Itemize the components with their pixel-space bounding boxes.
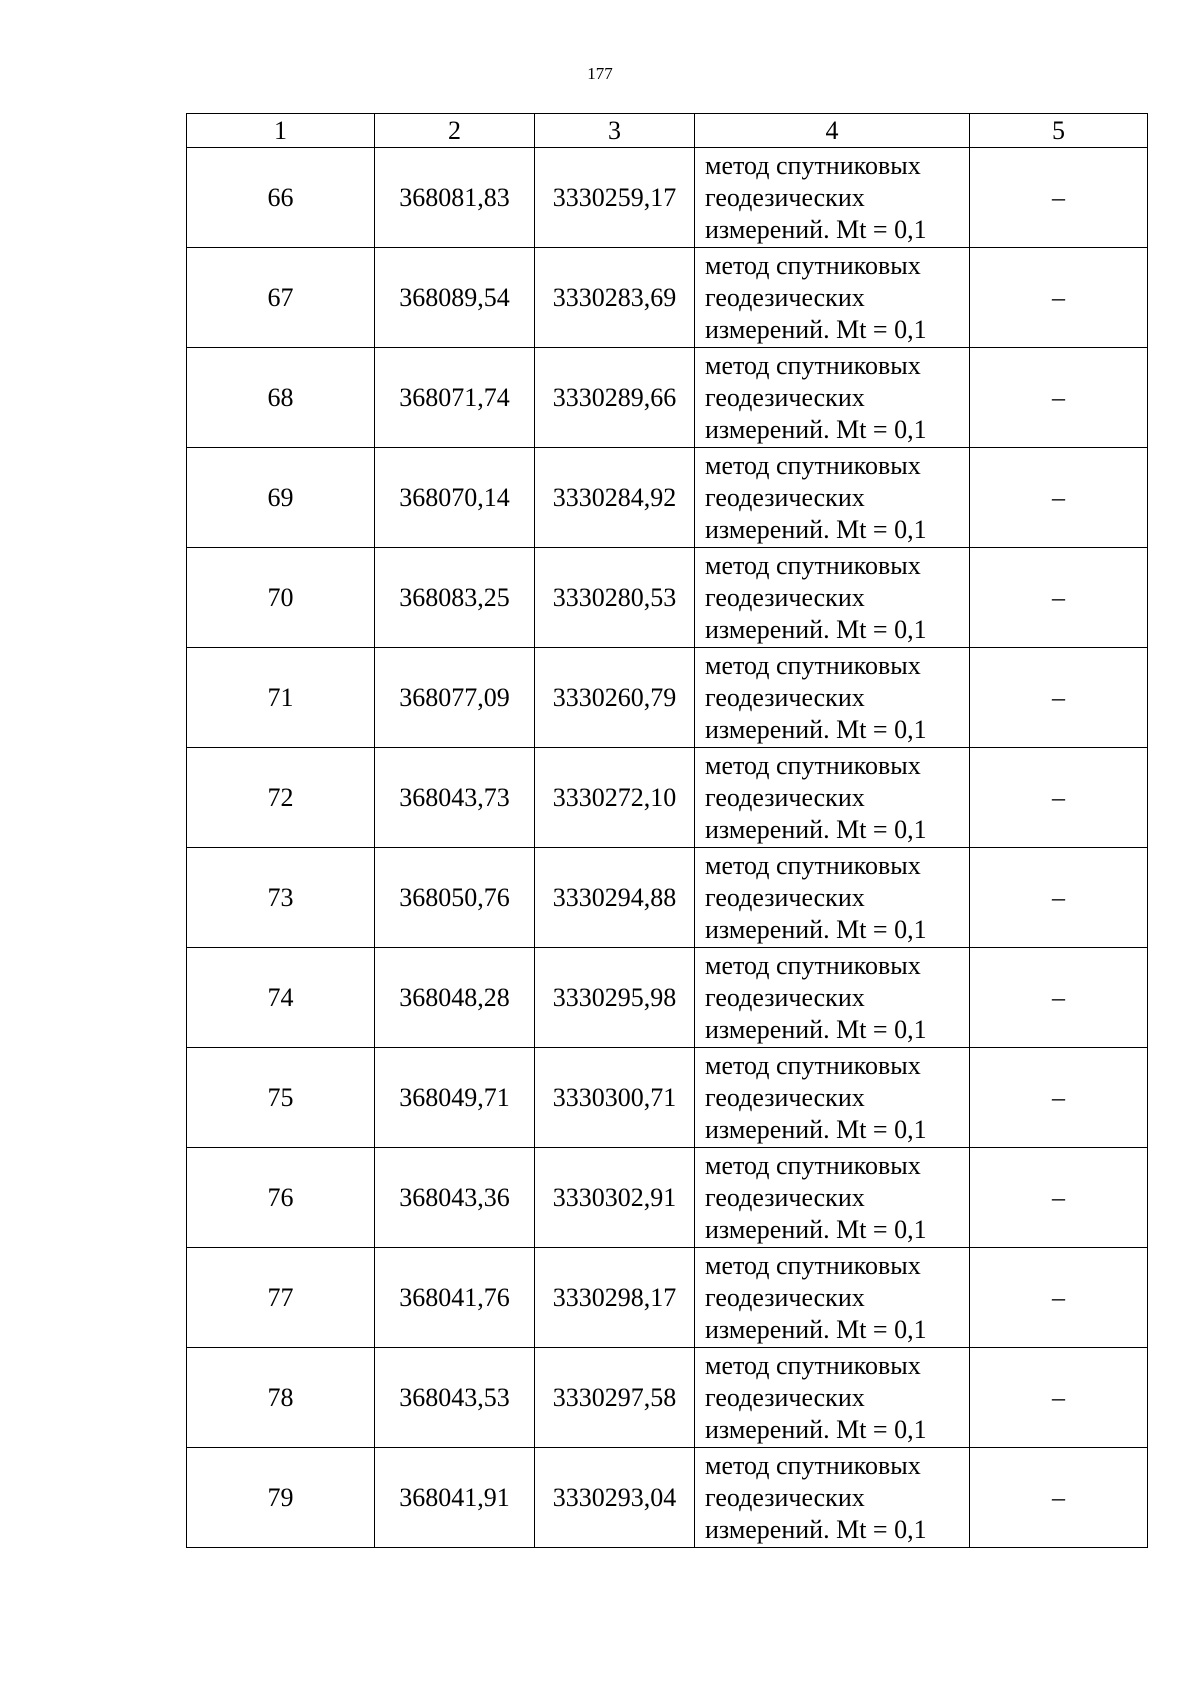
description-cell: –: [970, 1048, 1148, 1148]
method-cell: [695, 548, 970, 648]
page-number: 177: [587, 64, 613, 83]
description-cell: –: [970, 1348, 1148, 1448]
table-row: [187, 648, 1148, 748]
header-col-1: 1: [187, 114, 375, 148]
method-line-2: геодезических: [705, 882, 865, 912]
point-number-cell: 74: [187, 948, 375, 1048]
method-line-3: измерений. Mt = 0,1: [705, 1414, 927, 1444]
table-row: [187, 1248, 1148, 1348]
table-row: [187, 548, 1148, 648]
method-line-3: измерений. Mt = 0,1: [705, 414, 927, 444]
x-coordinate-cell: 368043,73: [375, 748, 535, 848]
method-cell: [695, 1048, 970, 1148]
method-line-3: измерений. Mt = 0,1: [705, 814, 927, 844]
y-coordinate-cell: 3330280,53: [535, 548, 695, 648]
method-line-2: геодезических: [705, 582, 865, 612]
point-number-cell: 78: [187, 1348, 375, 1448]
method-line-1: метод спутниковых: [705, 550, 921, 580]
method-cell: [695, 848, 970, 948]
method-line-3: измерений. Mt = 0,1: [705, 1514, 927, 1544]
method-line-2: геодезических: [705, 1082, 865, 1112]
header-col-3: 3: [535, 114, 695, 148]
point-number-cell: 69: [187, 448, 375, 548]
method-line-2: геодезических: [705, 782, 865, 812]
method-line-1: метод спутниковых: [705, 1050, 921, 1080]
y-coordinate-cell: 3330289,66: [535, 348, 695, 448]
description-cell: –: [970, 348, 1148, 448]
method-line-1: метод спутниковых: [705, 650, 921, 680]
method-cell: [695, 648, 970, 748]
method-line-2: геодезических: [705, 282, 865, 312]
method-line-2: геодезических: [705, 1482, 865, 1512]
point-number-cell: 79: [187, 1448, 375, 1548]
point-number-cell: 76: [187, 1148, 375, 1248]
method-line-3: измерений. Mt = 0,1: [705, 1314, 927, 1344]
method-line-1: метод спутниковых: [705, 1450, 921, 1480]
table-row: [187, 248, 1148, 348]
x-coordinate-cell: 368070,14: [375, 448, 535, 548]
x-coordinate-cell: 368071,74: [375, 348, 535, 448]
method-line-1: метод спутниковых: [705, 1150, 921, 1180]
x-coordinate-cell: 368041,76: [375, 1248, 535, 1348]
y-coordinate-cell: 3330293,04: [535, 1448, 695, 1548]
description-cell: –: [970, 848, 1148, 948]
method-line-1: метод спутниковых: [705, 950, 921, 980]
x-coordinate-cell: 368077,09: [375, 648, 535, 748]
method-line-3: измерений. Mt = 0,1: [705, 314, 927, 344]
table-row: [187, 748, 1148, 848]
method-cell: [695, 1448, 970, 1548]
y-coordinate-cell: 3330283,69: [535, 248, 695, 348]
method-cell: [695, 748, 970, 848]
point-number-cell: 73: [187, 848, 375, 948]
x-coordinate-cell: 368043,53: [375, 1348, 535, 1448]
x-coordinate-cell: 368048,28: [375, 948, 535, 1048]
table-row: [187, 848, 1148, 948]
method-cell: [695, 1348, 970, 1448]
method-line-2: геодезических: [705, 1382, 865, 1412]
point-number-cell: 77: [187, 1248, 375, 1348]
description-cell: –: [970, 1448, 1148, 1548]
description-cell: –: [970, 748, 1148, 848]
method-line-2: геодезических: [705, 482, 865, 512]
x-coordinate-cell: 368083,25: [375, 548, 535, 648]
point-number-cell: 66: [187, 148, 375, 248]
y-coordinate-cell: 3330295,98: [535, 948, 695, 1048]
method-cell: [695, 348, 970, 448]
description-cell: –: [970, 548, 1148, 648]
point-number-cell: 71: [187, 648, 375, 748]
y-coordinate-cell: 3330294,88: [535, 848, 695, 948]
method-line-2: геодезических: [705, 682, 865, 712]
header-col-4: 4: [695, 114, 970, 148]
table-row: [187, 1148, 1148, 1248]
method-line-2: геодезических: [705, 182, 865, 212]
header-row: [187, 114, 1148, 148]
table-row: [187, 1348, 1148, 1448]
method-line-1: метод спутниковых: [705, 1250, 921, 1280]
y-coordinate-cell: 3330300,71: [535, 1048, 695, 1148]
method-line-3: измерений. Mt = 0,1: [705, 514, 927, 544]
y-coordinate-cell: 3330260,79: [535, 648, 695, 748]
method-line-3: измерений. Mt = 0,1: [705, 914, 927, 944]
table-row: [187, 348, 1148, 448]
method-cell: [695, 248, 970, 348]
description-cell: –: [970, 648, 1148, 748]
y-coordinate-cell: 3330284,92: [535, 448, 695, 548]
header-col-5: 5: [970, 114, 1148, 148]
description-cell: –: [970, 248, 1148, 348]
description-cell: –: [970, 448, 1148, 548]
method-line-3: измерений. Mt = 0,1: [705, 614, 927, 644]
description-cell: –: [970, 148, 1148, 248]
method-cell: [695, 1248, 970, 1348]
table-header: [187, 114, 1148, 148]
method-line-1: метод спутниковых: [705, 150, 921, 180]
x-coordinate-cell: 368050,76: [375, 848, 535, 948]
method-cell: [695, 948, 970, 1048]
table-body: [187, 148, 1148, 1548]
description-cell: –: [970, 1248, 1148, 1348]
method-line-1: метод спутниковых: [705, 350, 921, 380]
method-cell: [695, 448, 970, 548]
method-line-1: метод спутниковых: [705, 250, 921, 280]
y-coordinate-cell: 3330298,17: [535, 1248, 695, 1348]
point-number-cell: 68: [187, 348, 375, 448]
x-coordinate-cell: 368041,91: [375, 1448, 535, 1548]
x-coordinate-cell: 368089,54: [375, 248, 535, 348]
table-row: [187, 148, 1148, 248]
method-cell: [695, 148, 970, 248]
method-line-3: измерений. Mt = 0,1: [705, 1214, 927, 1244]
table-row: [187, 948, 1148, 1048]
y-coordinate-cell: 3330272,10: [535, 748, 695, 848]
method-line-1: метод спутниковых: [705, 750, 921, 780]
point-number-cell: 67: [187, 248, 375, 348]
method-line-2: геодезических: [705, 1282, 865, 1312]
description-cell: –: [970, 1148, 1148, 1248]
y-coordinate-cell: 3330297,58: [535, 1348, 695, 1448]
y-coordinate-cell: 3330259,17: [535, 148, 695, 248]
method-line-1: метод спутниковых: [705, 850, 921, 880]
coordinates-table: [186, 113, 1148, 1548]
method-line-2: геодезических: [705, 1182, 865, 1212]
header-col-2: 2: [375, 114, 535, 148]
method-cell: [695, 1148, 970, 1248]
x-coordinate-cell: 368049,71: [375, 1048, 535, 1148]
x-coordinate-cell: 368081,83: [375, 148, 535, 248]
method-line-1: метод спутниковых: [705, 1350, 921, 1380]
method-line-1: метод спутниковых: [705, 450, 921, 480]
method-line-3: измерений. Mt = 0,1: [705, 1114, 927, 1144]
table-row: [187, 1448, 1148, 1548]
description-cell: –: [970, 948, 1148, 1048]
method-line-3: измерений. Mt = 0,1: [705, 214, 927, 244]
x-coordinate-cell: 368043,36: [375, 1148, 535, 1248]
method-line-2: геодезических: [705, 982, 865, 1012]
table-row: [187, 448, 1148, 548]
table-row: [187, 1048, 1148, 1148]
method-line-2: геодезических: [705, 382, 865, 412]
y-coordinate-cell: 3330302,91: [535, 1148, 695, 1248]
method-line-3: измерений. Mt = 0,1: [705, 1014, 927, 1044]
point-number-cell: 75: [187, 1048, 375, 1148]
point-number-cell: 70: [187, 548, 375, 648]
method-line-3: измерений. Mt = 0,1: [705, 714, 927, 744]
point-number-cell: 72: [187, 748, 375, 848]
